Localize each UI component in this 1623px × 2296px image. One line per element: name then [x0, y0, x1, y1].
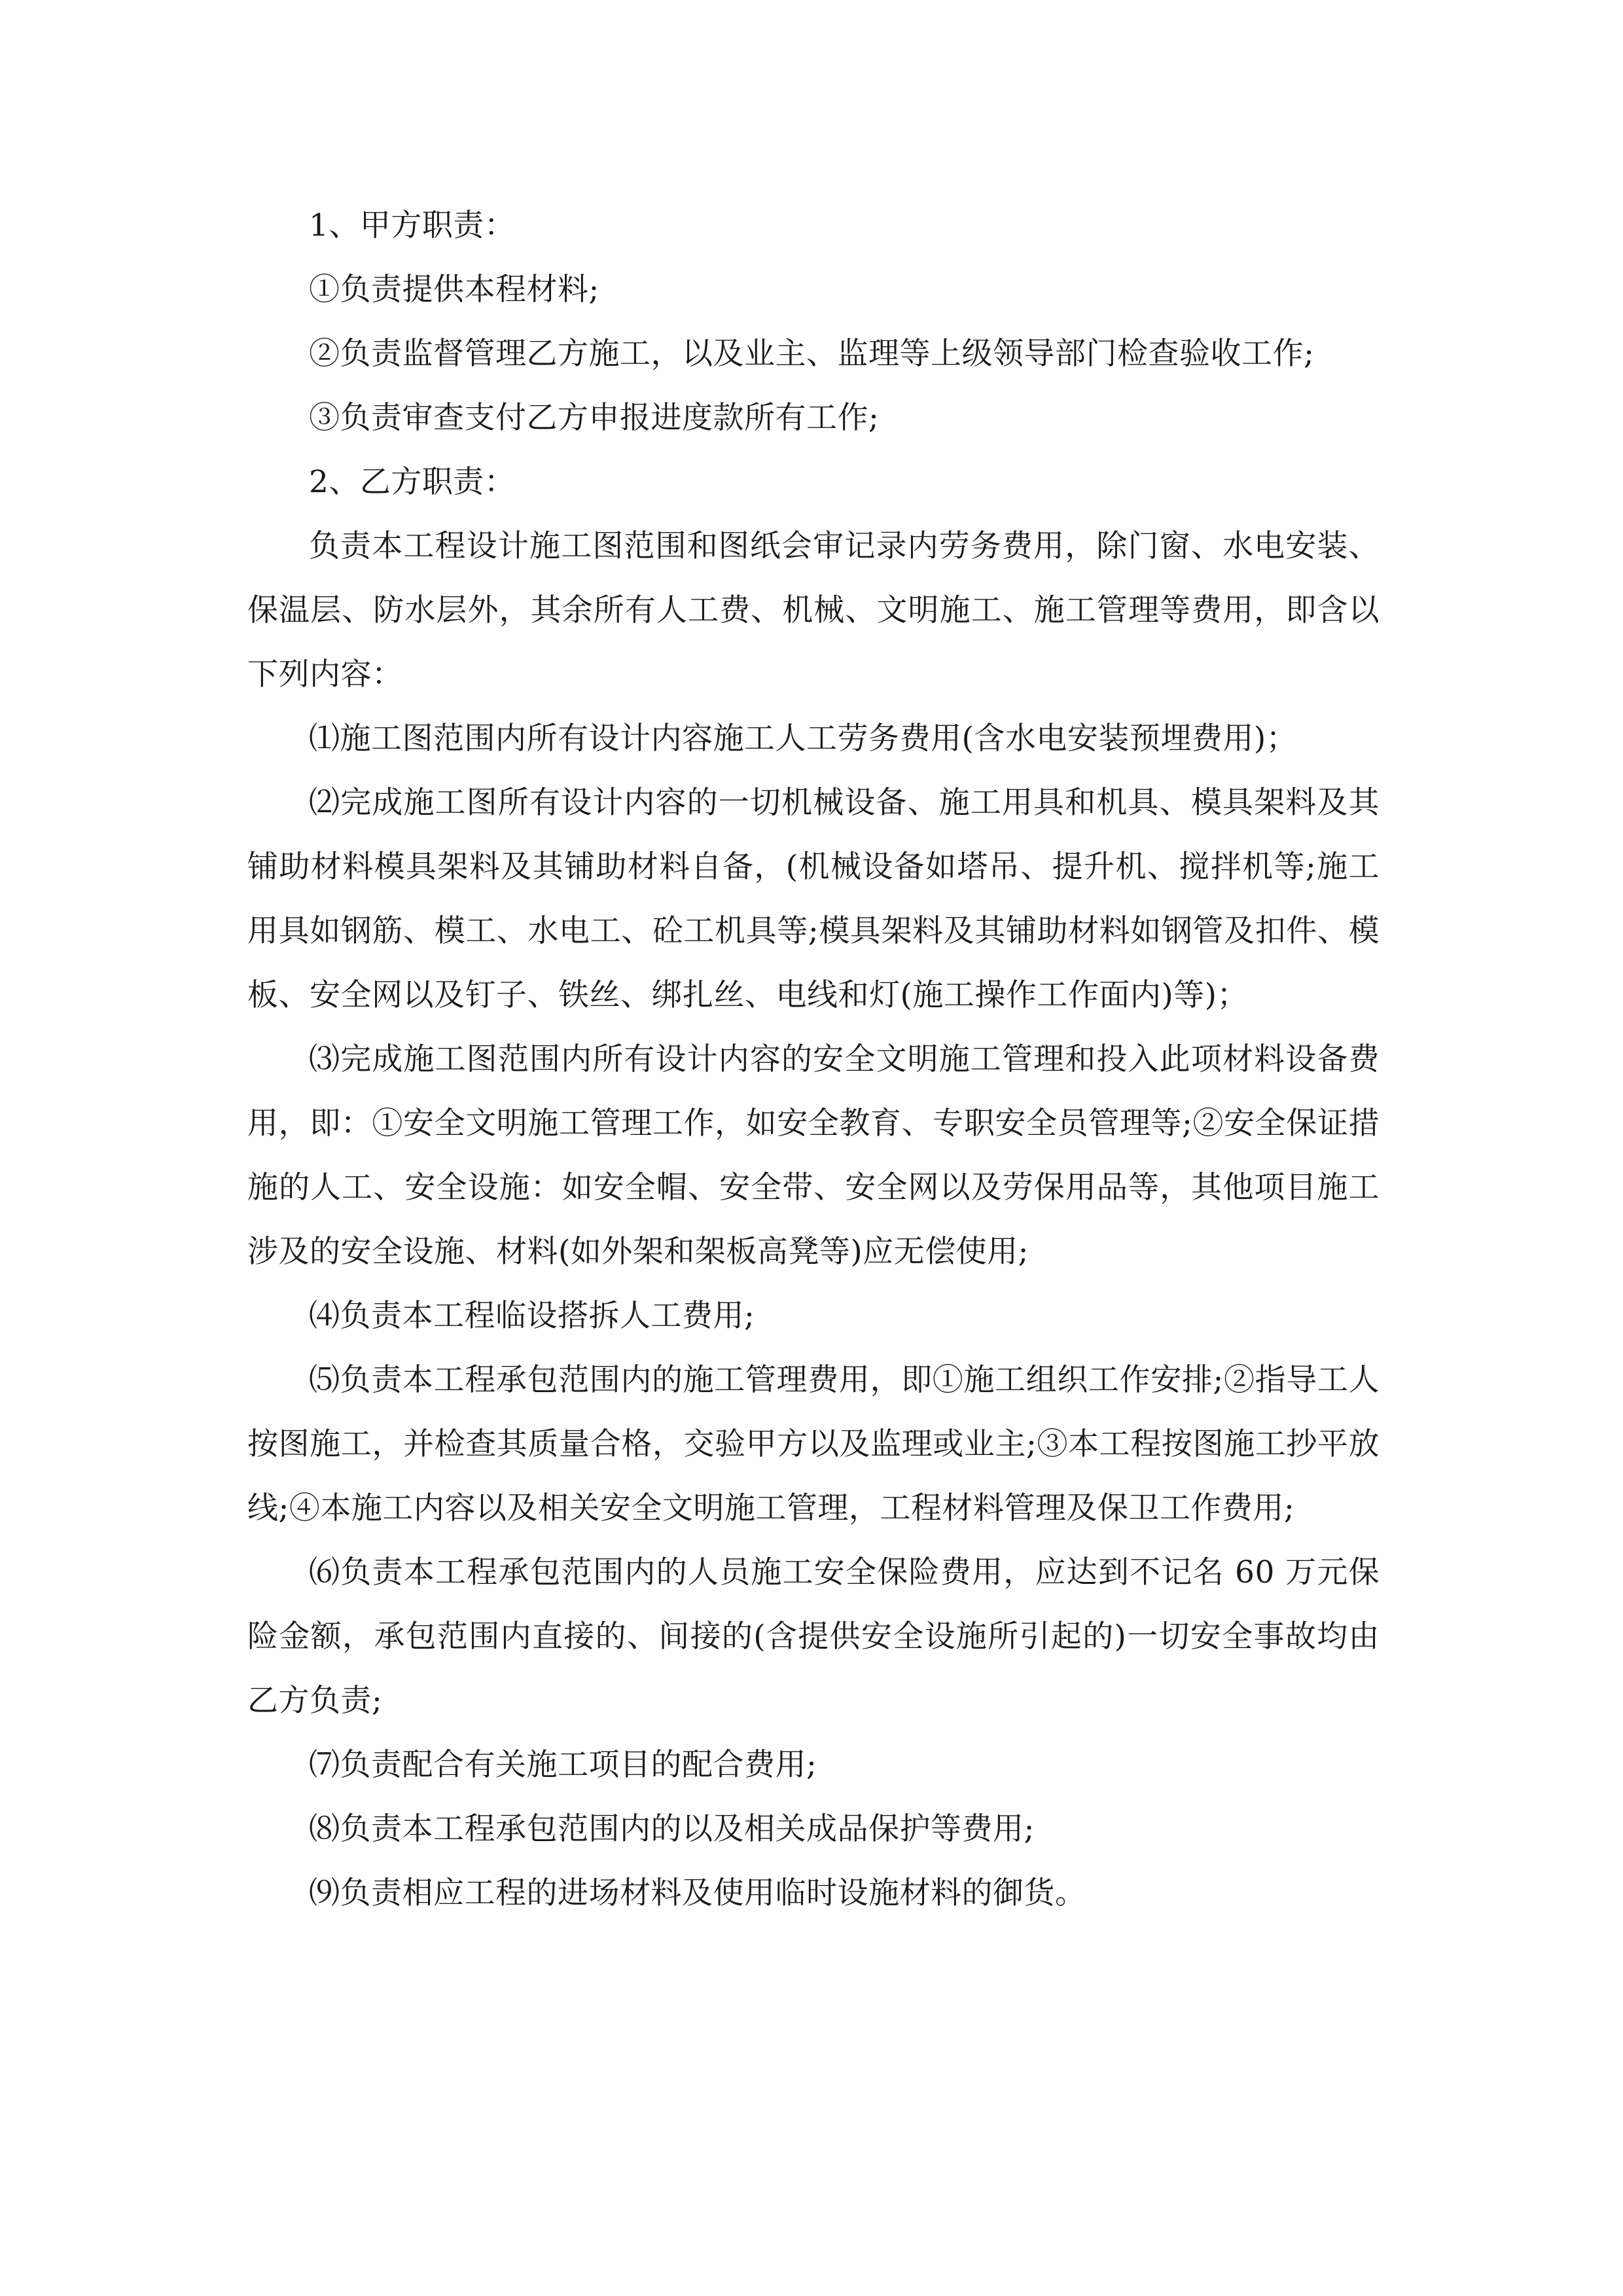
party-b-item-6: ⑹负责本工程承包范围内的人员施工安全保险费用，应达到不记名 60 万元保险金额，承包范围内直接的、间接的(含提供安全设施所引起的)一切安全事故均由乙方负责; — [247, 1554, 1380, 1719]
party-b-item-8: ⑻负责本工程承包范围内的以及相关成品保护等费用; — [309, 1811, 1035, 1847]
party-b-item-3: ⑶完成施工图范围内所有设计内容的安全文明施工管理和投入此项材料设备费用，即：①安全文明施工管理工作，如安全教育、专职安全员管理等;②安全保证措施的人工、安全设施：如安全帽、安全带、安全网以及劳保用品等，其他项目施工涉及的安全设施、材料(如外架和架板高凳等)应无偿使用; — [247, 1041, 1380, 1270]
party-b-intro: 负责本工程设计施工图范围和图纸会审记录内劳务费用，除门窗、水电安装、保温层、防水层外，其余所有人工费、机械、文明施工、施工管理等费用，即含以下列内容： — [247, 528, 1380, 692]
party-b-item-7: ⑺负责配合有关施工项目的配合费用; — [309, 1747, 817, 1783]
document-body — [247, 194, 1380, 1926]
party-b-item-9: ⑼负责相应工程的进场材料及使用临时设施材料的御货。 — [309, 1875, 1086, 1911]
party-a-item-1: ①负责提供本程材料; — [309, 272, 599, 308]
party-b-item-2: ⑵完成施工图所有设计内容的一切机械设备、施工用具和机具、模具架料及其铺助材料模具架料及其铺助材料自备，(机械设备如塔吊、提升机、搅拌机等;施工用具如钢筋、模工、水电工、砼工机具等;模具架料及其铺助材料如钢管及扣件、模板、安全网以及钉子、铁丝、绑扎丝、电线和灯(施工操作工作面内)等)； — [247, 785, 1380, 1013]
heading-party-a-duties: 1、甲方职责： — [309, 207, 516, 243]
heading-party-b-duties: 2、乙方职责： — [309, 464, 516, 500]
party-b-item-5: ⑸负责本工程承包范围内的施工管理费用，即①施工组织工作安排;②指导工人按图施工，并检查其质量合格，交验甲方以及监理或业主;③本工程按图施工抄平放线;④本施工内容以及相关安全文明施工管理，工程材料管理及保卫工作费用; — [247, 1362, 1380, 1526]
party-a-item-3: ③负责审查支付乙方申报进度款所有工作; — [309, 400, 880, 436]
party-b-item-4: ⑷负责本工程临设搭拆人工费用; — [309, 1298, 755, 1334]
party-a-item-2: ②负责监督管理乙方施工，以及业主、监理等上级领导部门检查验收工作; — [309, 336, 1315, 372]
party-b-item-1: ⑴施工图范围内所有设计内容施工人工劳务费用(含水电安装预埋费用)； — [309, 721, 1298, 757]
